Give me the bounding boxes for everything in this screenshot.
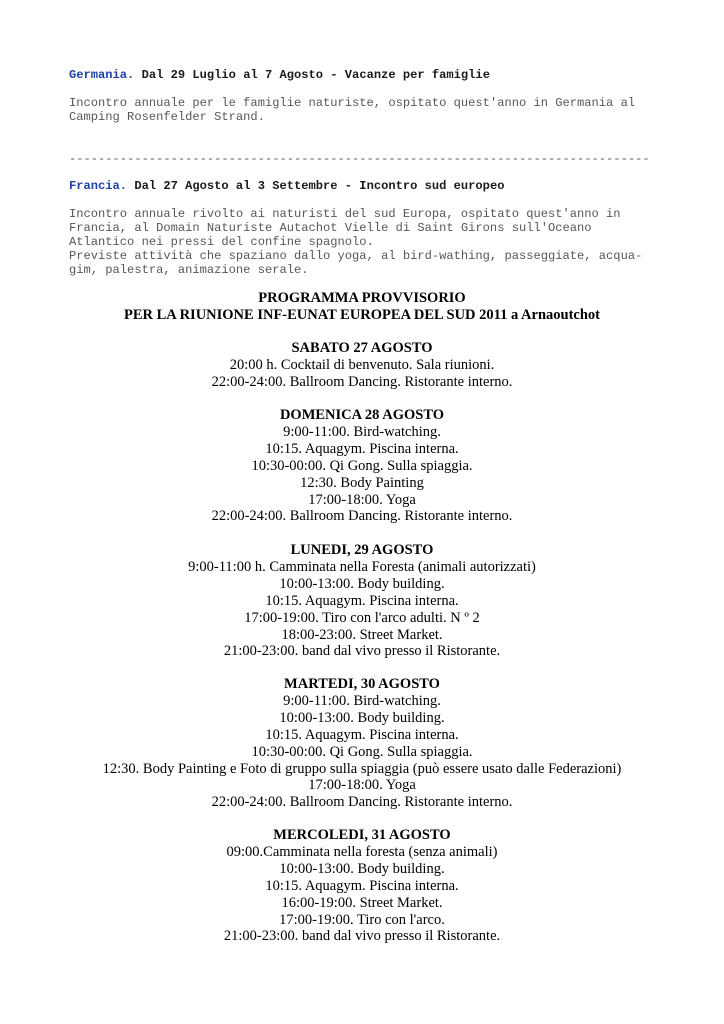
- day-item: 10:15. Aquagym. Piscina interna.: [265, 592, 459, 609]
- section-body-line: gim, palestra, animazione serale.: [69, 263, 309, 277]
- day-item: 21:00-23:00. band dal vivo presso il Ristorante.: [223, 643, 501, 660]
- day-title: MERCOLEDI, 31 AGOSTO: [273, 827, 451, 843]
- programme-title-line: PROGRAMMA PROVVISORIO: [258, 290, 466, 306]
- day-item: 10:15. Aquagym. Piscina interna.: [265, 440, 459, 457]
- day-block-lunedi: [0, 542, 724, 660]
- day-item: 22:00-24:00. Ballroom Dancing. Ristorante interno.: [211, 373, 513, 390]
- day-block-martedi: [0, 676, 724, 811]
- section-body-line: Francia, al Domain Naturiste Autachot Vielle di Saint Girons sull'Oceano: [69, 221, 592, 235]
- day-item: 10:30-00:00. Qi Gong. Sulla spiaggia.: [251, 743, 473, 760]
- day-item: 22:00-24:00. Ballroom Dancing. Ristorante interno.: [211, 794, 513, 811]
- day-title: MARTEDI, 30 AGOSTO: [284, 676, 440, 692]
- day-item: 17:00-19:00. Tiro con l'arco adulti. N º 2: [244, 609, 480, 626]
- day-item: 09:00.Camminata nella foresta (senza animali): [226, 843, 498, 860]
- day-item: 10:15. Aquagym. Piscina interna.: [265, 877, 459, 894]
- day-item: 9:00-11:00. Bird-watching.: [283, 692, 441, 709]
- section-body-line: Atlantico nei pressi del confine spagnolo.: [69, 235, 374, 249]
- day-item: 10:00-13:00. Body building.: [279, 575, 445, 592]
- day-title: SABATO 27 AGOSTO: [291, 340, 433, 356]
- day-block-domenica: [0, 407, 724, 525]
- day-item: 12:30. Body Painting: [300, 474, 424, 491]
- day-item: 17:00-18:00. Yoga: [308, 491, 416, 508]
- day-title: LUNEDI, 29 AGOSTO: [290, 542, 434, 558]
- programme-title-line: PER LA RIUNIONE INF-EUNAT EUROPEA DEL SUD 2011 a Arnaoutchot: [123, 306, 600, 323]
- heading-text: Dal 27 Agosto al 3 Settembre - Incontro sud europeo: [134, 179, 505, 193]
- day-item: 12:30. Body Painting e Foto di gruppo sulla spiaggia (può essere usato dalle Federazioni): [102, 760, 622, 777]
- day-item: 16:00-19:00. Street Market.: [281, 894, 443, 911]
- day-item: 18:00-23:00. Street Market.: [281, 626, 443, 643]
- day-item: 22:00-24:00. Ballroom Dancing. Ristorante interno.: [211, 508, 513, 525]
- heading-text: Dal 29 Luglio al 7 Agosto - Vacanze per famiglie: [141, 68, 490, 82]
- programme-title: [0, 290, 724, 324]
- day-block-mercoledi: [0, 827, 724, 945]
- day-item: 17:00-19:00. Tiro con l'arco.: [279, 911, 445, 928]
- day-item: 21:00-23:00. band dal vivo presso il Ristorante.: [223, 928, 501, 945]
- day-item: 10:15. Aquagym. Piscina interna.: [265, 726, 459, 743]
- day-item: 10:30-00:00. Qi Gong. Sulla spiaggia.: [251, 457, 473, 474]
- day-item: 10:00-13:00. Body building.: [279, 709, 445, 726]
- day-item: 9:00-11:00 h. Camminata nella Foresta (animali autorizzati): [188, 558, 536, 575]
- day-title: DOMENICA 28 AGOSTO: [279, 407, 445, 423]
- section-body-line: Incontro annuale rivolto ai naturisti del sud Europa, ospitato quest'anno in: [69, 207, 621, 221]
- country-label: Germania.: [69, 68, 135, 82]
- day-item: 10:00-13:00. Body building.: [279, 860, 445, 877]
- section-body-line: Incontro annuale per le famiglie naturiste, ospitato quest'anno in Germania al: [69, 96, 636, 110]
- country-label: Francia.: [69, 179, 128, 193]
- section-heading-francia: [69, 179, 504, 193]
- section-heading-germania: [69, 68, 490, 82]
- divider-line: --------------------------------------------------------------------------------: [69, 152, 650, 166]
- section-body-line: Camping Rosenfelder Strand.: [69, 110, 265, 124]
- day-item: 17:00-18:00. Yoga: [308, 777, 416, 794]
- day-item: 20:00 h. Cocktail di benvenuto. Sala riunioni.: [229, 356, 495, 373]
- section-body-line: Previste attività che spaziano dallo yoga, al bird-wathing, passeggiate, acqua-: [69, 249, 643, 263]
- day-item: 9:00-11:00. Bird-watching.: [283, 423, 441, 440]
- day-block-sabato: [0, 340, 724, 391]
